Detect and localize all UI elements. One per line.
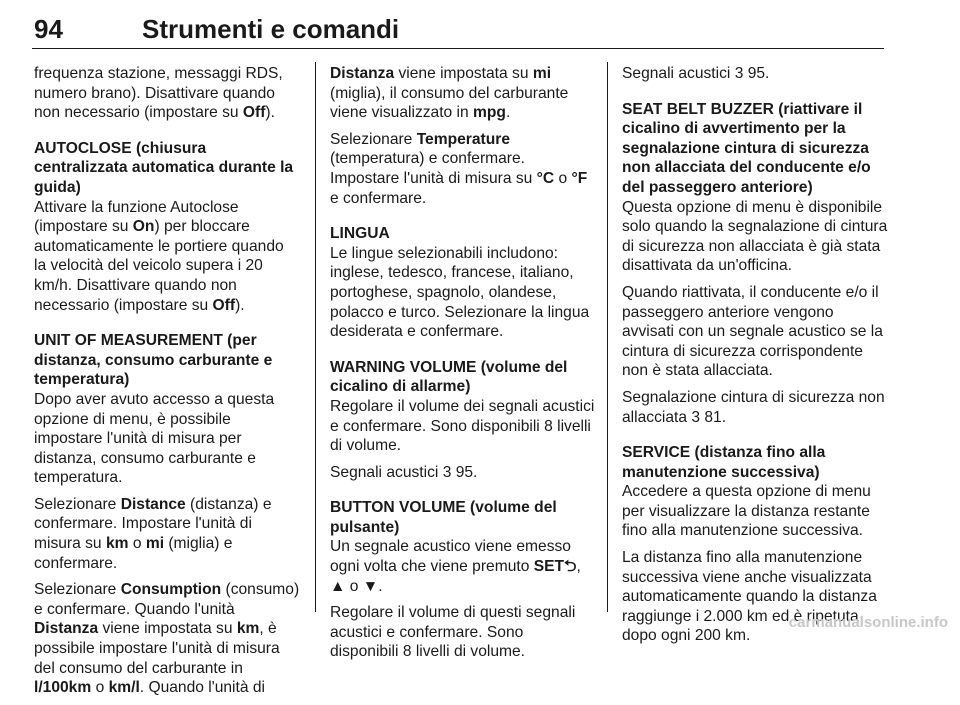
set-key: SET xyxy=(533,558,565,576)
fahrenheit-value: °F xyxy=(571,169,588,187)
page-ref-icon: 3 xyxy=(442,463,452,481)
column-2 xyxy=(330,64,596,669)
paragraph-consumption: Selezionare Consumption (consumo) e confermare. Quando l'unità Distanza viene impostata su km, è possibile impostare l'unità di misura del consumo del carburante in l/100km o km/l. Quando l'unità di xyxy=(34,581,300,697)
on-value: On xyxy=(132,218,155,236)
page-title: Strumenti e comandi xyxy=(142,14,400,44)
distance-value: Distance xyxy=(120,495,186,513)
paragraph-button-2: Regolare il volume di questi segnali acustici e confermare. Sono disponibili 8 livelli di volume. xyxy=(330,604,576,661)
up-triangle-icon: ▲ xyxy=(330,577,346,595)
l100km-value: l/100km xyxy=(34,679,92,697)
column-3 xyxy=(622,64,888,653)
back-arrow-icon: ⮌ xyxy=(564,558,577,576)
heading-seat-belt-buzzer: SEAT BELT BUZZER (riattivare il cicalino di avvertimento per la segnalazione cintura di sicurezza non allacciata del conducente e/o del passeggero anteriore) xyxy=(622,100,871,196)
heading-service: SERVICE (distanza fino alla manutenzione successiva) xyxy=(622,444,826,481)
column-divider-2 xyxy=(607,62,608,612)
paragraph-button-1: Un segnale acustico viene emesso ogni volta che viene premuto SET⮌, ▲ o ▼. xyxy=(330,538,581,595)
off-value: Off xyxy=(212,296,236,314)
km-value: km xyxy=(105,535,129,553)
distanza-value: Distanza xyxy=(330,65,395,82)
heading-button-volume: BUTTON VOLUME (volume del pulsante) xyxy=(330,499,557,536)
distanza-value: Distanza xyxy=(34,620,99,638)
paragraph-warning-ref: Segnali acustici 3 95. xyxy=(330,463,478,481)
mi-value: mi xyxy=(532,65,552,82)
mi-value: mi xyxy=(145,535,165,553)
paragraph-seat-2: Quando riattivata, il conducente e/o il passeggero anteriore vengono avvisati con un segnale acustico se la cintura di sicurezza corrispondente non è stata allacciata. xyxy=(622,283,883,380)
paragraph-distance: Selezionare Distance (distanza) e confermare. Impostare l'unità di misura su km o mi (miglia) e confermare. xyxy=(34,495,272,572)
kml-value: km/l xyxy=(108,679,140,697)
column-divider-1 xyxy=(315,62,316,612)
paragraph-signals-ref: Segnali acustici 3 95. xyxy=(622,65,770,82)
paragraph-lingua: Le lingue selezionabili includono: inglese, tedesco, francese, italiano, portoghese, spagnolo, olandese, polacco e turco. Selezionare la lingua desiderata e confermare. xyxy=(330,244,590,341)
paragraph-seat-1: Questa opzione di menu è disponibile solo quando la segnalazione di cintura di sicurezza non allacciata è già stata disattivata da un'officina. xyxy=(622,198,888,275)
paragraph-autoclose: Attivare la funzione Autoclose (impostare su On) per bloccare automaticamente le portiere quando la velocità del veicolo supera i 20 km/h. Disattivare quando non necessario (impostare su Off). xyxy=(34,198,284,314)
page-header xyxy=(32,12,884,49)
heading-warning-volume: WARNING VOLUME (volume del cicalino di allarme) xyxy=(330,358,568,396)
paragraph-mpg: Distanza viene impostata su mi (miglia), il consumo del carburante viene visualizzato in mpg. xyxy=(330,65,569,122)
paragraph-unit-intro: Dopo aver avuto accesso a questa opzione di menu, è possibile impostare l'unità di misura per distanza, consumo carburante e temperatura. xyxy=(34,390,275,487)
off-value: Off xyxy=(242,104,266,122)
heading-autoclose: AUTOCLOSE (chiusura centralizzata automatica durante la guida) xyxy=(34,139,294,196)
paragraph-warning-volume: Regolare il volume dei segnali acustici e confermare. Sono disponibili 8 livelli di volume. xyxy=(330,397,595,455)
watermark: carmanualsonline.info xyxy=(788,614,948,631)
page-ref-icon: 3 xyxy=(691,408,701,426)
page-ref-icon: 3 xyxy=(734,65,744,82)
paragraph-service-1: Accedere a questa opzione di menu per visualizzare la distanza restante fino alla manutenzione successiva. xyxy=(622,483,871,540)
down-triangle-icon: ▼ xyxy=(362,577,379,595)
page-number: 94 xyxy=(34,14,63,44)
heading-lingua: LINGUA xyxy=(330,225,390,243)
heading-unit-of-measurement: UNIT OF MEASUREMENT (per distanza, consumo carburante e temperatura) xyxy=(34,332,273,389)
column-1 xyxy=(34,64,300,705)
km-value: km xyxy=(236,620,260,638)
consumption-value: Consumption xyxy=(120,581,222,599)
paragraph-rds: frequenza stazione, messaggi RDS, numero brano). Disattivare quando non necessario (impostare su Off). xyxy=(34,65,283,122)
paragraph-service-2: La distanza fino alla manutenzione successiva viene anche visualizzata automaticamente quando la distanza raggiunge i 2.000 km ed è ripetuta dopo ogni 200 km. xyxy=(622,549,877,645)
paragraph-temperature: Selezionare Temperature (temperatura) e confermare. Impostare l'unità di misura su °C o °F e confermare. xyxy=(330,130,588,207)
mpg-value: mpg xyxy=(473,104,506,122)
celsius-value: °C xyxy=(536,169,555,187)
paragraph-seat-3: Segnalazione cintura di sicurezza non allacciata 3 81. xyxy=(622,388,885,426)
temperature-value: Temperature xyxy=(416,130,510,148)
